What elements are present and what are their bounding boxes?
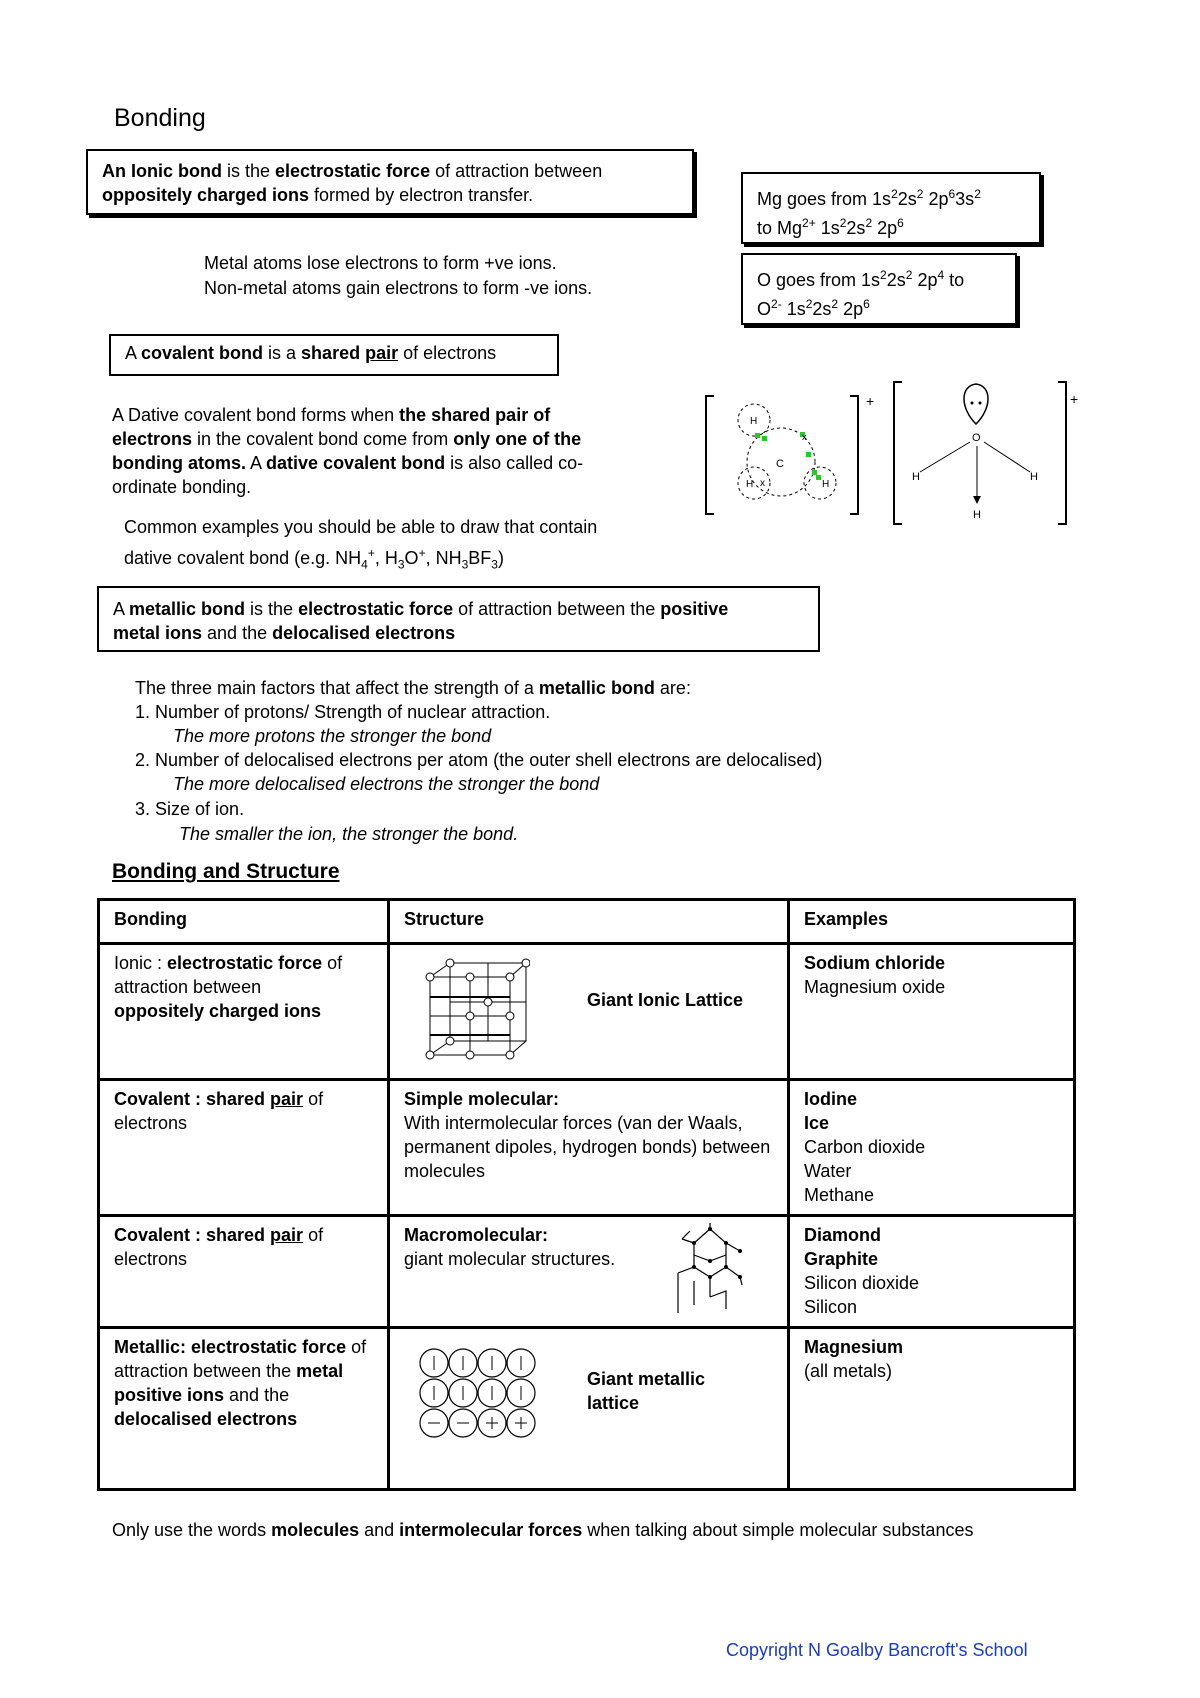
sup: 2 bbox=[974, 187, 981, 201]
factors-text: The three main factors that affect the strength of a bbox=[135, 678, 539, 698]
factor-3-note: The smaller the ion, the stronger the bond. bbox=[179, 824, 519, 844]
sup: + bbox=[367, 546, 375, 560]
example-text: (all metals) bbox=[804, 1361, 893, 1381]
table-row bbox=[99, 1080, 1075, 1216]
ce-text: dative covalent bond (e.g. NH bbox=[124, 548, 362, 568]
ionic-text: of attraction between bbox=[430, 161, 603, 181]
page-title: Bonding bbox=[114, 104, 206, 132]
sub: 3 bbox=[491, 557, 498, 572]
cell-bold: Covalent : shared bbox=[114, 1225, 271, 1245]
cell-text: of attraction between bbox=[114, 953, 343, 997]
col-header-structure: Structure bbox=[404, 909, 485, 929]
note-text: Only use the words bbox=[112, 1520, 272, 1540]
factor-2-note: The more delocalised electrons the stronger the bond bbox=[173, 774, 600, 794]
covalent-pair: pair bbox=[365, 343, 399, 363]
sup: 2 bbox=[905, 268, 913, 282]
lattice-ion bbox=[484, 998, 492, 1006]
ionic-electrostatic: electrostatic force bbox=[275, 161, 431, 181]
electron-dot bbox=[755, 433, 760, 438]
ce-text: O bbox=[404, 548, 419, 568]
example-bold: Iodine bbox=[804, 1089, 857, 1109]
covalent-bond-box bbox=[109, 334, 559, 376]
atom-label-c: C bbox=[776, 458, 784, 470]
cell-bold: oppositely charged ions bbox=[114, 1001, 322, 1021]
table-row bbox=[99, 1216, 1075, 1328]
atom-label-h: H bbox=[973, 509, 981, 521]
cell-examples bbox=[789, 1216, 1075, 1328]
lattice-ion bbox=[466, 1051, 474, 1059]
section-title: Bonding and Structure bbox=[112, 860, 340, 883]
metal-atoms-line1: Metal atoms lose electrons to form +ve ions. bbox=[204, 253, 557, 273]
dative-bold: the shared pair of bbox=[399, 405, 551, 425]
metallic-bold: delocalised electrons bbox=[272, 623, 456, 643]
mg-config-box bbox=[741, 172, 1041, 244]
lattice-ion bbox=[506, 1012, 514, 1020]
example-text: Water bbox=[804, 1161, 852, 1181]
cell-text: giant molecular structures. bbox=[404, 1249, 616, 1269]
cell-text: of attraction between the bbox=[114, 1337, 367, 1381]
common-examples-line2 bbox=[124, 541, 504, 577]
sup: 2 bbox=[916, 187, 924, 201]
example-bold: Diamond bbox=[804, 1225, 882, 1245]
copyright-footer: Copyright N Goalby Bancroft's School bbox=[726, 1640, 1028, 1660]
example-bold: Ice bbox=[804, 1113, 830, 1133]
o-config-box bbox=[741, 253, 1017, 325]
o-text: 2s bbox=[812, 299, 832, 319]
note-bold: intermolecular forces bbox=[399, 1520, 583, 1540]
cell-structure bbox=[389, 1080, 789, 1216]
bond-line bbox=[920, 442, 970, 472]
metallic-text: and the bbox=[202, 623, 273, 643]
lone-pair-dot bbox=[979, 402, 982, 405]
factors-bold: metallic bond bbox=[538, 678, 655, 698]
ce-text: BF bbox=[468, 548, 492, 568]
cell-text: of electrons bbox=[114, 1225, 324, 1269]
cell-bold: electrostatic force bbox=[167, 953, 323, 973]
sub: 3 bbox=[397, 557, 405, 572]
sup: 2 bbox=[865, 216, 873, 230]
metallic-text: of attraction between the bbox=[453, 599, 661, 619]
metallic-term: metallic bond bbox=[129, 599, 246, 619]
cell-text: and the bbox=[224, 1385, 290, 1405]
lone-pair-dot bbox=[971, 402, 974, 405]
covalent-text: A bbox=[125, 343, 142, 363]
covalent-text: is a bbox=[263, 343, 302, 363]
cell-text: Ionic : bbox=[114, 953, 168, 973]
cell-examples bbox=[789, 944, 1075, 1080]
cell-bonding bbox=[99, 944, 389, 1080]
dative-bold: electrons bbox=[112, 429, 193, 449]
sup: 2 bbox=[839, 216, 847, 230]
o-text: 2s bbox=[886, 270, 906, 290]
metallic-lattice-diagram bbox=[418, 1347, 548, 1447]
o-text: O bbox=[757, 299, 772, 319]
factor-1-note: The more protons the stronger the bond bbox=[173, 726, 492, 746]
h-atom-shell bbox=[804, 467, 836, 499]
col-header-examples: Examples bbox=[804, 909, 889, 929]
atom-label-h: H bbox=[750, 416, 758, 427]
cell-bold-underline: pair bbox=[270, 1089, 304, 1109]
atom-label-h: H bbox=[822, 479, 830, 490]
covalent-shared: shared bbox=[301, 343, 361, 363]
lattice-ion bbox=[446, 1037, 454, 1045]
ce-text: , H bbox=[374, 548, 398, 568]
cell-text: With intermolecular forces (van der Waals, permanent dipoles, hydrogen bonds) between molecules bbox=[404, 1113, 771, 1181]
example-text: Silicon dioxide bbox=[804, 1273, 920, 1293]
cell-structure bbox=[389, 1216, 789, 1328]
dative-text: in the covalent bond come from bbox=[192, 429, 454, 449]
electron-cross: x bbox=[760, 478, 765, 489]
mg-text: Mg goes from 1s bbox=[757, 189, 892, 209]
mg-text: to Mg bbox=[757, 218, 803, 238]
note-text: and bbox=[359, 1520, 400, 1540]
right-bracket bbox=[850, 396, 858, 514]
metal-atoms-line2: Non-metal atoms gain electrons to form -ve ions. bbox=[204, 278, 593, 298]
charge-plus: + bbox=[866, 393, 875, 409]
table-row bbox=[99, 944, 1075, 1080]
left-bracket bbox=[706, 396, 714, 514]
sup: 2+ bbox=[802, 216, 816, 230]
mg-text: 2p bbox=[923, 189, 949, 209]
table-header-row bbox=[99, 900, 1075, 944]
electron-cross: x bbox=[802, 432, 807, 442]
sup: 2 bbox=[831, 297, 839, 311]
ionic-oppositely: oppositely charged ions bbox=[102, 185, 310, 205]
lattice-ion bbox=[506, 973, 514, 981]
dative-bold: dative covalent bond bbox=[266, 453, 446, 473]
sup: 6 bbox=[863, 297, 870, 311]
cell-bold: metal positive ions bbox=[114, 1361, 344, 1405]
sup: 4 bbox=[937, 268, 945, 282]
mg-text: 3s bbox=[955, 189, 975, 209]
diamond-structure-diagram bbox=[670, 1221, 750, 1321]
electron-dot bbox=[806, 452, 811, 457]
cell-bonding bbox=[99, 1328, 389, 1490]
o-text: 2p bbox=[838, 299, 864, 319]
mg-text: 2p bbox=[872, 218, 898, 238]
lattice-ion bbox=[466, 1012, 474, 1020]
sup: 2- bbox=[771, 297, 782, 311]
left-bracket bbox=[894, 382, 902, 524]
col-header-bonding: Bonding bbox=[114, 909, 187, 929]
lattice-ion bbox=[426, 1051, 434, 1059]
bond-line bbox=[984, 442, 1030, 472]
ce-text: , NH bbox=[425, 548, 462, 568]
cell-text: of electrons bbox=[114, 1089, 324, 1133]
cell-bold: Metallic: electrostatic force bbox=[114, 1337, 347, 1357]
ionic-lattice-diagram bbox=[420, 957, 530, 1063]
cell-examples bbox=[789, 1080, 1075, 1216]
ammonium-dot-cross-diagram bbox=[700, 390, 880, 520]
example-bold: Magnesium bbox=[804, 1337, 904, 1357]
sup: 6 bbox=[948, 187, 956, 201]
mg-text: 2s bbox=[897, 189, 917, 209]
lattice-ion bbox=[506, 1051, 514, 1059]
dative-text: ordinate bonding. bbox=[112, 477, 252, 497]
bonding-structure-table bbox=[97, 898, 1076, 1491]
cell-bonding bbox=[99, 1080, 389, 1216]
example-text: Carbon dioxide bbox=[804, 1137, 926, 1157]
cell-bonding bbox=[99, 1216, 389, 1328]
dative-text: is also called co- bbox=[445, 453, 584, 473]
sup: 6 bbox=[897, 216, 904, 230]
electron-dot bbox=[812, 470, 817, 475]
sub: 4 bbox=[361, 557, 368, 572]
ionic-text: formed by electron transfer. bbox=[309, 185, 534, 205]
ionic-text: is the bbox=[221, 161, 276, 181]
hydronium-diagram bbox=[888, 378, 1078, 528]
sup: 2 bbox=[891, 187, 898, 201]
metallic-bold: positive bbox=[660, 599, 729, 619]
o-text: to bbox=[944, 270, 965, 290]
o-text: 2p bbox=[912, 270, 938, 290]
factor-1: 1. Number of protons/ Strength of nuclear attraction. bbox=[135, 702, 551, 722]
factor-2: 2. Number of delocalised electrons per atom (the outer shell electrons are delocalised) bbox=[135, 750, 823, 770]
o-text: 1s bbox=[781, 299, 806, 319]
lattice-ion bbox=[426, 973, 434, 981]
mg-text: 1s bbox=[815, 218, 840, 238]
cell-bold: Covalent : shared bbox=[114, 1089, 271, 1109]
ionic-term: An Ionic bond bbox=[102, 161, 222, 181]
atom-label-o: O bbox=[972, 432, 981, 444]
metallic-bond-box bbox=[97, 586, 820, 652]
dative-bold: only one of the bbox=[453, 429, 582, 449]
cell-bold: Simple molecular: bbox=[404, 1089, 560, 1109]
sup: 2 bbox=[880, 268, 887, 282]
cell-bold-underline: pair bbox=[270, 1225, 304, 1245]
lone-pair-lobe bbox=[964, 384, 988, 424]
lattice-ion bbox=[522, 959, 530, 967]
cell-examples bbox=[789, 1328, 1075, 1490]
cell-structure bbox=[389, 1328, 789, 1490]
common-examples-line1: Common examples you should be able to draw that contain bbox=[124, 517, 598, 537]
factors-text: are: bbox=[654, 678, 691, 698]
dative-text: A bbox=[246, 453, 267, 473]
factor-3: 3. Size of ion. bbox=[135, 799, 245, 819]
atom-label-h: H bbox=[1030, 471, 1038, 483]
dative-text: A Dative covalent bond forms when bbox=[112, 405, 400, 425]
factors-intro bbox=[135, 676, 691, 700]
giant-metallic-lattice-label: Giant metallic lattice bbox=[587, 1369, 706, 1413]
lattice-ion bbox=[446, 959, 454, 967]
atom-label-h: H bbox=[746, 479, 754, 490]
note-bold: molecules bbox=[271, 1520, 360, 1540]
dative-bold: bonding atoms. bbox=[112, 453, 246, 473]
example-text: Silicon bbox=[804, 1297, 858, 1317]
charge-plus: + bbox=[1070, 391, 1078, 407]
example-text: Methane bbox=[804, 1185, 875, 1205]
example-bold: Graphite bbox=[804, 1249, 879, 1269]
right-bracket bbox=[1058, 382, 1066, 524]
giant-ionic-lattice-label: Giant Ionic Lattice bbox=[587, 990, 744, 1010]
note-text: when talking about simple molecular substances bbox=[582, 1520, 974, 1540]
sup: 2 bbox=[805, 297, 813, 311]
lattice-ion bbox=[466, 973, 474, 981]
covalent-term: covalent bond bbox=[141, 343, 264, 363]
electron-dot bbox=[816, 475, 821, 480]
cell-structure bbox=[389, 944, 789, 1080]
metallic-bold: electrostatic force bbox=[298, 599, 454, 619]
sup: + bbox=[418, 546, 426, 560]
metallic-bold: metal ions bbox=[113, 623, 203, 643]
example-text: Magnesium oxide bbox=[804, 977, 946, 997]
o-text: O goes from 1s bbox=[757, 270, 881, 290]
only-use-note bbox=[112, 1518, 973, 1542]
cell-bold: Macromolecular: bbox=[404, 1225, 549, 1245]
mg-text: 2s bbox=[846, 218, 866, 238]
ce-text: ) bbox=[497, 548, 504, 568]
table-row bbox=[99, 1328, 1075, 1490]
metallic-text: A bbox=[113, 599, 130, 619]
dative-paragraph bbox=[112, 403, 672, 499]
atom-label-h: H bbox=[912, 471, 920, 483]
electron-dot bbox=[762, 436, 767, 441]
ionic-bond-box bbox=[86, 149, 694, 215]
covalent-text: of electrons bbox=[398, 343, 497, 363]
example-bold: Sodium chloride bbox=[804, 953, 946, 973]
cell-bold: delocalised electrons bbox=[114, 1409, 298, 1429]
arrow-head bbox=[973, 496, 981, 504]
sub: 3 bbox=[461, 557, 469, 572]
metallic-text: is the bbox=[245, 599, 299, 619]
